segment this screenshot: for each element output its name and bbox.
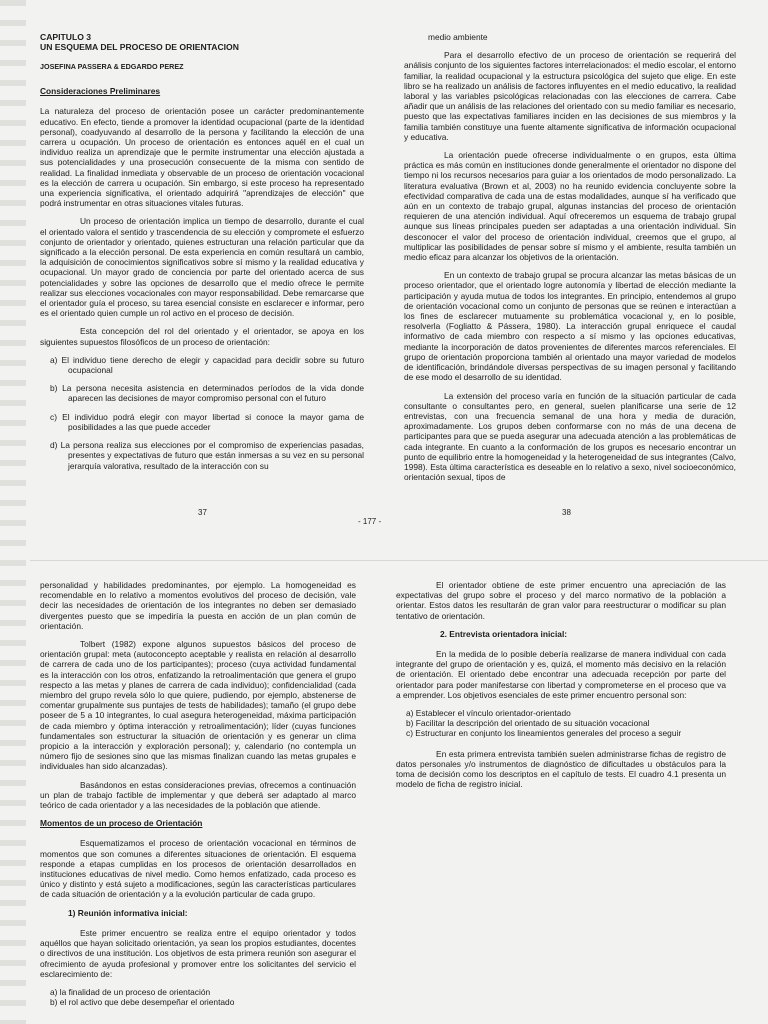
list-item: a) la finalidad de un proceso de orientación [50, 986, 211, 997]
paragraph: Tolbert (1982) expone algunos supuestos básicos del proceso de orientación grupal: meta (autoconcepto aceptable y realista en relación al desarrollo de carrera de cada uno de los participantes); proceso (cuya actividad fundamental es la interacción con los otros, enfatizando la retroalimentación que genera el grupo respecto a las metas y planes de carrera de cada individuo); confidencialidad (cada miembro del grupo revela sólo lo que quiere, pudiendo, por ejemplo, abstenerse de comentar grupalmente sus puntajes de tests de habilidades); tamaño (el grupo debe poseer de 5 a 10 integrantes, lo cual asegura heterogeneidad, máxima participación de cada miembro y óptima interacción y retroalimentación); líder (cuyas funciones fundamentales son estructurar la situación de orientación y es generar un clima propicio a la interacción y exploración personal); y, calendario (no contempla un número fijo de sesiones sino que las mismas finalizan cuando las metas grupales e individuales han sido alcanzadas). [40, 639, 356, 772]
paragraph: Esta concepción del rol del orientado y el orientador, se apoya en los siguientes supuestos filosóficos de un proceso de orientación: [40, 326, 364, 347]
chapter-label: CAPITULO 3 [40, 32, 92, 42]
paragraph: Basándonos en estas consideraciones previas, ofrecemos a continuación un plan de trabajo factible de implementar y que deberá ser adaptado al marco teórico de cada orientador y a las necesidades de la población que atiende. [40, 779, 356, 811]
section-heading-preliminares: Consideraciones Preliminares [40, 86, 161, 97]
sheet-divider [30, 560, 768, 561]
list-item: b) La persona necesita asistencia en determinados períodos de la vida donde aparecen las decisiones de mayor compromiso personal con el futuro [50, 383, 364, 404]
binding-edge [0, 0, 26, 1024]
list-item: b) el rol activo que debe desempeñar el orientado [50, 997, 235, 1008]
chapter-title: UN ESQUEMA DEL PROCESO DE ORIENTACION [40, 42, 239, 52]
page-40-column [396, 580, 726, 960]
page-39-column [40, 580, 356, 1024]
sheet-number: - 177 - [358, 517, 382, 526]
authors: JOSEFINA PASSERA & EDGARDO PEREZ [40, 62, 184, 71]
page-37-column [40, 32, 364, 552]
page-number: 37 [198, 508, 207, 517]
assumptions-list [40, 355, 364, 471]
list-item: d) La persona realiza sus elecciones por el compromiso de experiencias pasadas, presentes y expectativas de futuro que están inmersas a su vez en su personal jerarquía valorativa, resultado de la interacción con su [50, 440, 364, 471]
page-number: 38 [562, 508, 571, 517]
subheading-reunion: 1) Reunión informativa inicial: [68, 907, 188, 918]
paragraph: En esta primera entrevista también suelen administrarse fichas de registro de datos personales y/o instrumentos de diagnóstico de dificultades u obstáculos para la toma de decisión como los descriptos en el capítulo de tests. El cuadro 4.1 presenta un modelo de ficha de registro inicial. [396, 748, 726, 790]
paragraph: La naturaleza del proceso de orientación posee un carácter predominantemente educativo. En efecto, tiende a promover la identidad ocupacional (parte de la identidad personal), coadyuvando al desarrollo de la persona y facilitando la elección de una carrera u ocupación. Un proceso de orientación es entonces aquél en el cual un individuo realiza un aprendizaje que le permite instrumentar una elección ajustada a sus potencialidades y una prosecución consecuente de la misma con sentido de realidad. La finalidad inmediata y observable de un proceso de orientación vocacional es la elección de carrera u ocupación. Sin embargo, si este proceso ha representado una experiencia significativa, el orientado adquirirá "aprendizajes de elección" que podrá instrumentar en otras situaciones vitales futuras. [40, 106, 364, 209]
section-heading-momentos: Momentos de un proceso de Orientación [40, 818, 203, 829]
paragraph: Un proceso de orientación implica un tiempo de desarrollo, durante el cual el orientado valora el sentido y trascendencia de su elección y compromete el esfuerzo conjunto de orientador y orientado, quienes estructuran una relación particular que da significado a la elección personal. De esta experiencia en común resultará un cambio, la adquisición de conocimientos significativos sobre sí mismo y la realidad educativa y ocupacional. Un mayor grado de conciencia por parte del orientado acerca de sus potencialidades y sobre las opciones de desarrollo que el medio ofrece le permite realizar sus elecciones vocacionales con mayor responsabilidad. Debe remarcarse que el orientador guía el proceso, su tarea esencial consiste en esclarecer e informar, pero es el orientado quien cumple un rol activo en el proceso de decisión. [40, 216, 364, 319]
list-item: a) El individuo tiene derecho de elegir y capacidad para decidir sobre su futuro ocupacional [50, 354, 364, 376]
paragraph-lead: medio ambiente [428, 32, 488, 42]
paragraph: Para el desarrollo efectivo de un proceso de orientación se requerirá del análisis conjunto de los siguientes factores interrelacionados: el medio escolar, el entorno familiar, la realidad ocupacional y la estructura psicológica del sujeto que elige. En este libro se ha realizado un análisis de factores influyentes en el medio educativo, la realidad laboral y las variables psicológicas relacionadas con las elecciones de carrera. Cabe añadir que un análisis de las relaciones del orientado con su medio familiar es necesario, puesto que las expectativas familiares inciden en las decisiones de sus miembros y la familia también constituye una fuente altamente significativa de información ocupacional y educativa. [404, 50, 736, 142]
page-38-column [404, 32, 736, 504]
paragraph: El orientador obtiene de este primer encuentro una apreciación de las expectativas del grupo sobre el proceso y del marco normativo de la población a orientar. Estos datos les resultarán de gran valor para reestructurar o modificar su plan tentativo de orientación. [396, 580, 726, 621]
list-item: c) El individuo podrá elegir con mayor libertad si conoce la mayor gama de posibilidades a las que puede acceder [50, 411, 364, 432]
list-item: a) Establecer el vínculo orientador-orientado [406, 708, 571, 719]
objectives-list [40, 987, 356, 1007]
paragraph: Esquematizamos el proceso de orientación vocacional en términos de momentos que son comunes a diferentes situaciones de orientación. El esquema responde a etapas cumplidas en los procesos de orientación desarrollados en instituciones educativas de nivel medio. Como hemos enfatizado, cada proceso es único y distinto y está sujeto a modificaciones, según las características particulares de cada situación de orientación y a la evolución particular de cada grupo. [40, 838, 356, 900]
subheading-entrevista: 2. Entrevista orientadora inicial: [440, 628, 568, 639]
paragraph: personalidad y habilidades predominantes, por ejemplo. La homogeneidad es recomendable en lo relativo a momentos evolutivos del proceso de decisión, vale decir las necesidades de orientación de los integrantes no deben ser demasiado divergentes puesto que se impediría la puesta en acción de un plan común de orientación. [40, 580, 356, 631]
list-item: c) Estructurar en conjunto los lineamientos generales del proceso a seguir [406, 728, 682, 739]
paragraph: En la medida de lo posible debería realizarse de manera individual con cada integrante del grupo de orientación y es, quizá, el momento más decisivo en la relación de orientación. El orientado debe encontrar una adecuada recepción por parte del orientador para poder manifestarse con libertad y comprometerse en el proceso que va a emprender. Los objetivos esenciales de este primer encuentro personal son: [396, 649, 726, 700]
paragraph: En un contexto de trabajo grupal se procura alcanzar las metas básicas de un proceso orientador, que el orientado logre autonomía y libertad de elección mediante la participación y ayuda mutua de todos los integrantes. En principio, entendemos al grupo de orientación vocacional como un conjunto de personas que se reúnen e interactúan a los fines de esclarecer mutuamente su problemática vocacional y, en lo posible, resolverla (Fogliatto & Pássera, 1980). La interacción grupal enriquece el caudal informativo de cada miembro con respecto a sí mismo y las opciones educativas, mediante la incorporación de datos provenientes de diferentes marcos referenciales. El grupo de orientación proporciona también al orientado una mayor variedad de modelos de identificación, brindándole diversas perspectivas de su imagen personal y facilitando de ese modo el desarrollo de su identidad. [404, 270, 736, 383]
paragraph: La orientación puede ofrecerse individualmente o en grupos, esta última práctica es más común en instituciones donde generalmente el orientador no dispone del tiempo ni los recursos necesarios para guiar a los orientados de modo personalizado. La literatura evaluativa (Brown et al, 2003) no ha reunido evidencia concluyente sobre la efectividad comparativa de cada una de estas modalidades, aunque sí ha verificado que aún en un contexto de trabajo grupal, algunas instancias del proceso de orientación requieren de una atención individual. Aquí ofreceremos un esquema de trabajo grupal aunque sus líneas principales pueden ser adaptadas a una orientación individual. Sin desconocer el valor del proceso de orientación individual, creemos que el grupo, al multiplicar las posibilidades de pensar sobre sí mismo y el ambiente, resulta también un medio eficaz para alcanzar los objetivos de la orientación. [404, 150, 736, 263]
list-item: b) Facilitar la descripción del orientado de su situación vocacional [406, 718, 650, 729]
paragraph: La extensión del proceso varía en función de la situación particular de cada consultante o consultantes pero, en general, suelen planificarse una serie de 12 entrevistas, con una frecuencia semanal de una hora y media de duración, aproximadamente. Los grupos deben conformarse con no más de una decena de participantes para que se pueda asegurar una adecuada atención a las problemáticas de cada integrante. En cuanto a la conformación de los grupos es necesario encontrar un punto de equilibrio entre la homogeneidad y la heterogeneidad de sus integrantes (Calvo, 1998). Esta última característica es deseable en lo relativo a sexo, nivel socioeconómico, orientación sexual, tipos de [404, 390, 736, 483]
objectives-list [396, 708, 726, 739]
paragraph: Este primer encuentro se realiza entre el equipo orientador y todos aquéllos que hayan solicitado orientación, ya sean los propios estudiantes, docentes o directivos de una institución. Los objetivos de esta primera reunión son asegurar el ofrecimiento de ayuda profesional y promover entre los solicitantes del servicio el esclarecimiento de: [40, 927, 356, 979]
